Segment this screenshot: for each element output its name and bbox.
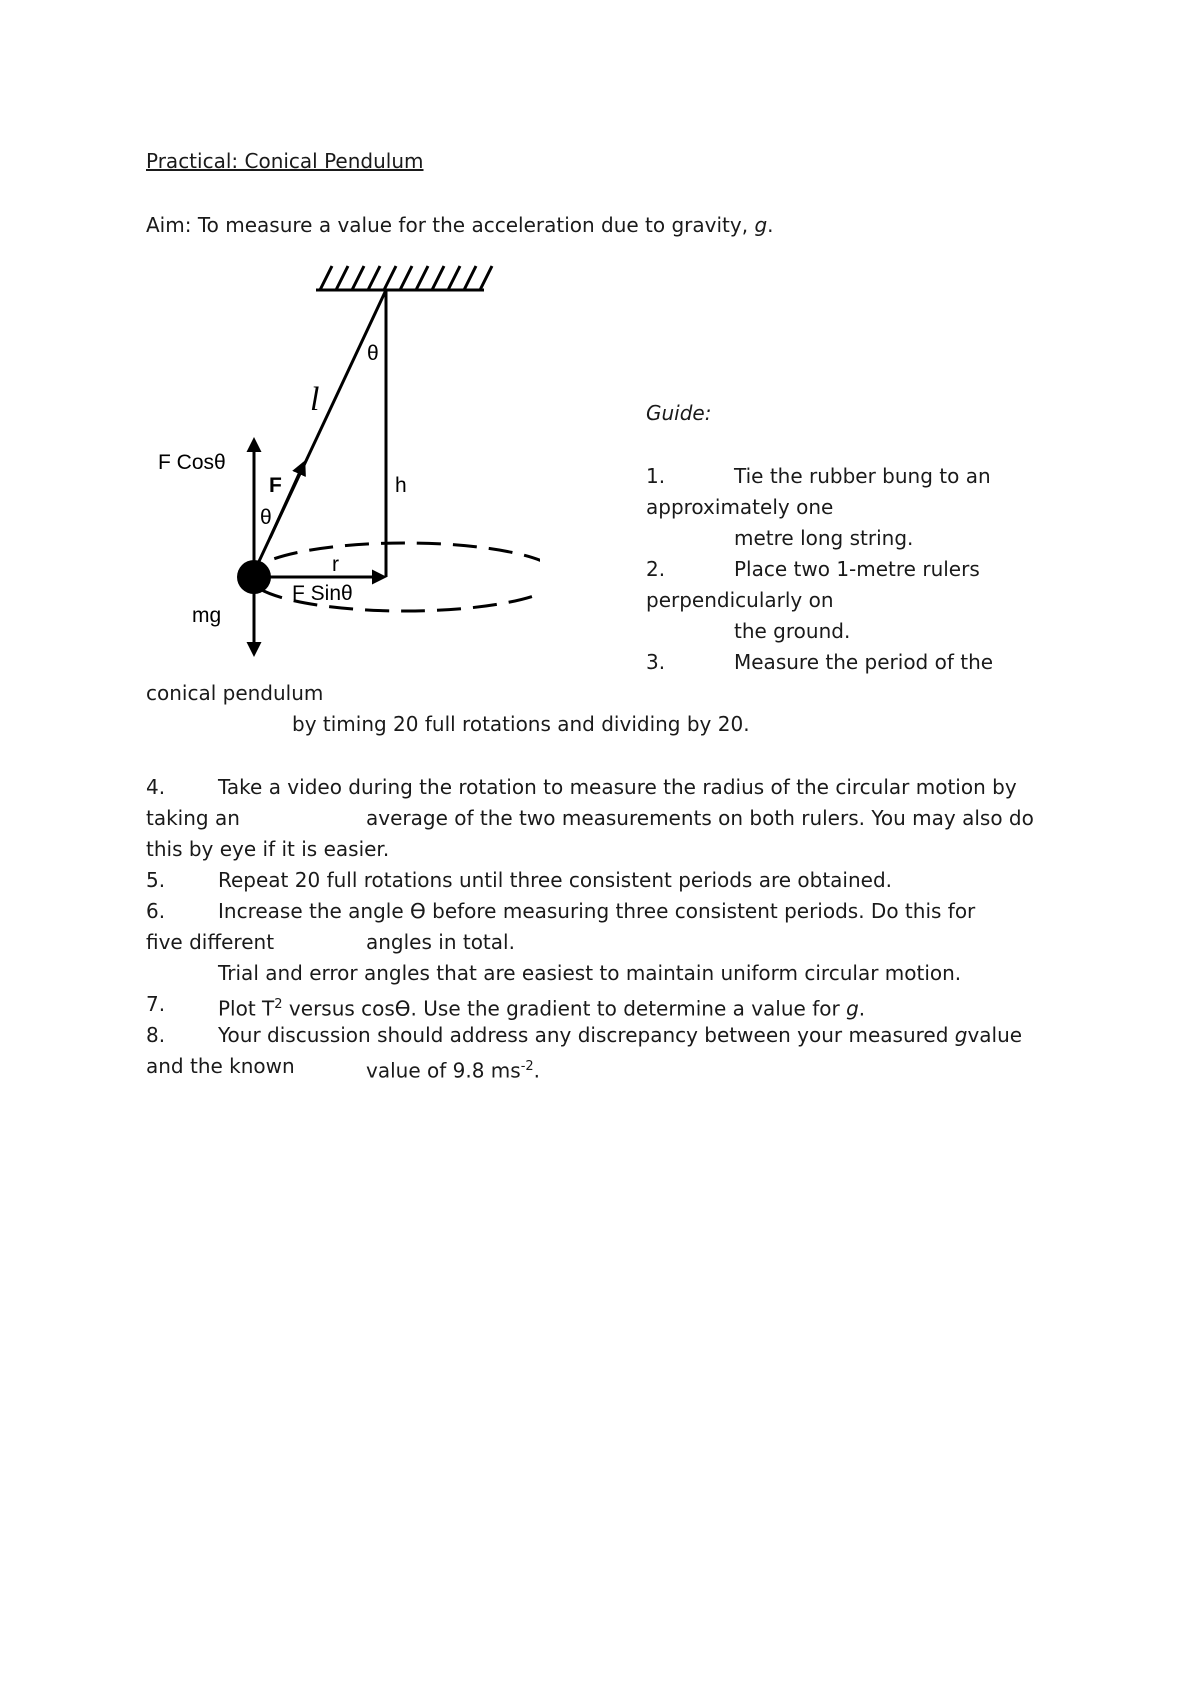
- aim-end: .: [767, 213, 774, 237]
- step4-line2a: taking an: [146, 806, 240, 830]
- step7-pre: Plot T: [218, 996, 275, 1021]
- r-label: r: [332, 553, 339, 576]
- step8-pre: Your discussion should address any discrepancy between your measured: [218, 1023, 949, 1047]
- aim-text: To measure a value for the acceleration due to gravity,: [197, 213, 749, 237]
- step2-line3: the ground.: [734, 619, 851, 643]
- step4-line2b: average of the two measurements on both rulers. You may also do: [366, 806, 1034, 830]
- step1-line3: metre long string.: [734, 526, 914, 550]
- pendulum-bob: [237, 560, 271, 594]
- theta-top-label: θ: [367, 342, 379, 365]
- f-cos-label: F Cosθ: [158, 451, 226, 474]
- step1-line1: Tie the rubber bung to an: [734, 464, 991, 488]
- step8-sup: -2: [520, 1059, 534, 1074]
- step3-line2: conical pendulum: [146, 681, 324, 705]
- step3-line1: Measure the period of the: [734, 650, 994, 674]
- h-label: h: [395, 474, 407, 497]
- step2-num: 2.: [646, 557, 666, 581]
- theta-left-label: θ: [260, 506, 272, 529]
- step8-g: g: [954, 1023, 968, 1047]
- aim-g-symbol: g: [754, 213, 768, 237]
- step4-num: 4.: [146, 775, 166, 799]
- step6-line2b: angles in total.: [366, 930, 515, 954]
- step8-num: 8.: [146, 1023, 166, 1047]
- conical-pendulum-diagram: [140, 250, 540, 670]
- step3-line3: by timing 20 full rotations and dividing by 20.: [292, 712, 750, 736]
- page-title: Practical: Conical Pendulum: [146, 149, 424, 173]
- step7-end: .: [858, 996, 866, 1021]
- step3-num: 3.: [646, 650, 666, 674]
- step4-line3: this by eye if it is easier.: [146, 837, 390, 861]
- step8-line1: [218, 1020, 1022, 1051]
- step1-num: 1.: [646, 464, 666, 488]
- f-sin-label: F Sinθ: [292, 582, 353, 605]
- step8-line2b: [366, 1051, 540, 1087]
- step6-line2a: five different: [146, 930, 275, 954]
- step5-num: 5.: [146, 868, 166, 892]
- step4-line1: Take a video during the rotation to measure the radius of the circular motion by: [218, 775, 1017, 799]
- f-label: F: [269, 474, 282, 497]
- step6-line3: Trial and error angles that are easiest to maintain uniform circular motion.: [218, 961, 962, 985]
- step6-num: 6.: [146, 899, 166, 923]
- step8-post: value: [967, 1023, 1023, 1047]
- step2-line2: perpendicularly on: [646, 588, 834, 612]
- step5-line1: Repeat 20 full rotations until three consistent periods are obtained.: [218, 868, 893, 892]
- step8-value: value of 9.8 ms: [366, 1058, 521, 1083]
- mg-label: mg: [192, 604, 222, 627]
- aim-label: Aim:: [146, 213, 192, 237]
- aim-line: [146, 210, 774, 241]
- guide-heading: Guide:: [646, 401, 712, 425]
- step7-g: g: [846, 996, 859, 1021]
- step6-line1: Increase the angle ϴ before measuring three consistent periods. Do this for: [218, 899, 976, 923]
- ceiling-support: [316, 266, 492, 290]
- step8-end: .: [533, 1058, 541, 1083]
- step7-num: 7.: [146, 992, 166, 1016]
- step8-line2a: and the known: [146, 1054, 295, 1078]
- step1-line2: approximately one: [646, 495, 834, 519]
- length-label: l: [310, 381, 320, 418]
- step2-line1: Place two 1-metre rulers: [734, 557, 980, 581]
- step7-sup: 2: [274, 997, 283, 1012]
- step7-post: versus cosϴ. Use the gradient to determine a value for: [288, 996, 840, 1021]
